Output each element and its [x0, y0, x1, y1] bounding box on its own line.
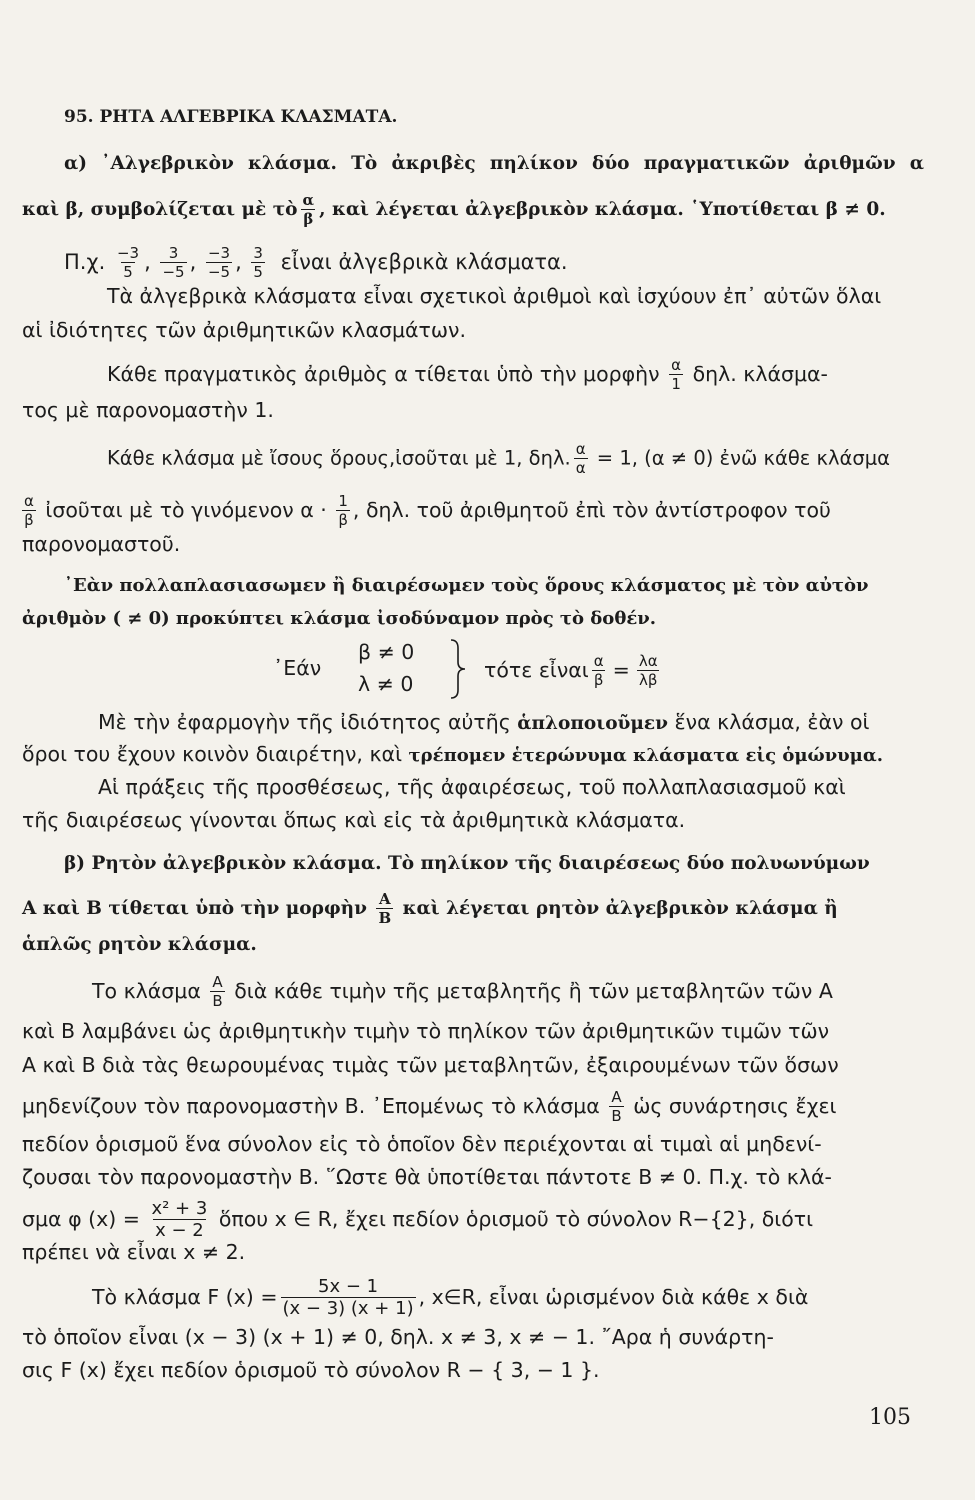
para6-line-8: πρέπει νὰ εἶναι x ≠ 2.	[22, 1240, 246, 1264]
fraction-denominator: Β	[378, 909, 392, 927]
fraction-denominator: Β	[212, 992, 223, 1010]
fraction-denominator: 5	[253, 263, 263, 281]
para4-line-2	[22, 740, 883, 770]
fraction-numerator: 1	[338, 492, 348, 510]
para4-text-d: ὅροι του ἔχουν κοινὸν διαιρέτην, καὶ	[22, 742, 403, 766]
para3-line-1	[107, 442, 890, 476]
fraction-denominator: 1	[671, 375, 681, 393]
para5-line-1: Αἱ πράξεις τῆς προσθέσεως, τῆς ἀφαιρέσεως, τοῦ πολλαπλασιασμοῦ καὶ	[98, 775, 846, 799]
fraction-numerator: −3	[207, 244, 231, 262]
b-heading-line-2	[22, 892, 838, 926]
fraction-numerator: α	[302, 191, 315, 209]
para6-text-post-4: ὡς συνάρτησις ἔχει	[633, 1094, 837, 1118]
para3-line-3: παρονομαστοῦ.	[22, 532, 181, 556]
para6-line-1	[92, 975, 833, 1009]
fraction-numerator: 5x − 1	[318, 1276, 379, 1297]
a-heading-line-1: α) ᾿Αλγεβρικὸν κλάσμα. Τὸ ἀκριβὲς πηλίκον δύο πραγματικῶν ἀριθμῶν α	[64, 153, 924, 174]
fraction-numerator: −3	[116, 244, 140, 262]
para3-text-mid: ἰσοῦται μὲ τὸ γινόμενον α ·	[45, 498, 327, 522]
fraction-numerator: α	[24, 492, 34, 510]
fraction-numerator: α	[575, 440, 586, 458]
fraction-alpha-beta	[301, 193, 317, 227]
para6-line-3: Α καὶ Β διὰ τὰς θεωρουμένας τιμὰς τῶν μεταβλητῶν, ἐξαιρουμένων τῶν ὅσων	[22, 1053, 839, 1077]
fraction-alpha-beta-3	[592, 654, 606, 688]
para2-text-post: δηλ. κλάσμα-	[692, 362, 828, 386]
fraction-denominator: β	[303, 210, 314, 228]
example-label: Π.χ.	[64, 250, 106, 274]
fraction-A-B-2	[210, 975, 224, 1009]
condition-ean: ᾿Εάν	[273, 656, 322, 680]
fraction-numerator: Α	[378, 890, 391, 908]
fraction-denominator: (x − 3) (x + 1)	[282, 1298, 414, 1319]
fraction-denominator: β	[338, 511, 348, 529]
fraction-denominator: x − 2	[155, 1220, 204, 1241]
para6-line-6: ζουσαι τὸν παρονομαστὴν Β. ῞Ωστε θὰ ὑποτίθεται πάντοτε Β ≠ 0. Π.χ. τὸ κλά-	[22, 1165, 832, 1189]
para6-text-pre-7: σμα φ (x) =	[22, 1207, 140, 1231]
fraction-la-lb	[637, 654, 660, 688]
para2-line-2: τος μὲ παρονομαστὴν 1.	[22, 398, 274, 422]
para3-text-pre: Κάθε κλάσμα μὲ ἴσους ὅρους,ἰσοῦται μὲ 1, δηλ.	[107, 446, 571, 470]
fraction-denominator: −5	[207, 263, 231, 281]
condition-2: λ ≠ 0	[358, 672, 414, 696]
para4-bold-convert: τρέπομεν ἑτερώνυμα κλάσματα εἰς ὁμώνυμα.	[408, 745, 883, 766]
fraction-numerator: α	[671, 356, 682, 374]
bold-para-line-1: ᾿Εὰν πολλαπλασιασωμεν ἢ διαιρέσωμεν τοὺς ὅρους κλάσματος μὲ τὸν αὐτὸν	[64, 575, 869, 596]
example-fraction-1	[115, 246, 141, 280]
para7-line-3: σις F (x) ἔχει πεδίον ὁρισμοῦ τὸ σύνολον R − { 3, − 1 }.	[22, 1358, 600, 1382]
para6-line-7	[22, 1200, 813, 1240]
para4-text-c: ἕνα κλάσμα, ἐὰν οἱ	[674, 710, 870, 734]
fraction-A-B-3	[609, 1090, 623, 1124]
b-heading-pre: Α καὶ Β τίθεται ὑπὸ τὴν μορφὴν	[22, 898, 367, 919]
b-heading-post: καὶ λέγεται ρητὸν ἀλγεβρικὸν κλάσμα ἢ	[402, 898, 838, 919]
para6-text-pre-4: μηδενίζουν τὸν παρονομαστὴν Β. ᾿Επομένως τὸ κλάσμα	[22, 1094, 600, 1118]
para7-line-1	[92, 1278, 808, 1318]
fraction-numerator: 3	[168, 244, 179, 262]
fraction-denominator: β	[593, 671, 604, 689]
para1-line-2: αἱ ἰδιότητες τῶν ἀριθμητικῶν κλασμάτων.	[22, 318, 466, 342]
fraction-numerator: 3	[253, 244, 263, 262]
fraction-numerator: α	[593, 652, 604, 670]
para4-line-1	[98, 708, 869, 738]
example-fraction-2	[160, 246, 186, 280]
fraction-A-B	[376, 892, 393, 926]
equals-sign: =	[612, 658, 630, 682]
fraction-alpha-one	[669, 358, 683, 392]
brace-icon	[448, 638, 468, 700]
para7-text-post: , x∈R, εἶναι ὡρισμένον διὰ κάθε x διὰ	[418, 1285, 809, 1309]
para6-text-pre: Το κλάσμα	[92, 979, 201, 1003]
fraction-numerator: Α	[611, 1088, 622, 1106]
b-heading-line-1: β) Ρητὸν ἀλγεβρικὸν κλάσμα. Τὸ πηλίκον τῆς διαιρέσεως δύο πολυωνύμων	[64, 853, 870, 874]
a-heading-line-2	[22, 193, 886, 227]
fraction-F	[281, 1278, 416, 1318]
para4-text-a: Μὲ τὴν ἐφαρμογὴν τῆς ἰδιότητος αὐτῆς	[98, 710, 511, 734]
fraction-denominator: −5	[162, 263, 185, 281]
example-fraction-3	[206, 246, 232, 280]
fraction-one-beta	[336, 494, 350, 528]
para6-text-post-7: ὅπου x ∈ R, ἔχει πεδίον ὁρισμοῦ τὸ σύνολον R−{2}, διότι	[218, 1207, 814, 1231]
fraction-denominator: λβ	[638, 671, 658, 689]
fraction-numerator: λα	[638, 652, 658, 670]
para3-line-2	[22, 494, 831, 528]
example-fraction-4	[251, 246, 265, 280]
para6-line-4	[22, 1090, 837, 1124]
page-number: 105	[869, 1405, 911, 1430]
b-heading-line-3: ἁπλῶς ρητὸν κλάσμα.	[22, 934, 257, 955]
para3-text-post-2: , δηλ. τοῦ ἀριθμητοῦ ἐπὶ τὸν ἀντίστροφον τοῦ	[352, 498, 831, 522]
a-heading-pre: καὶ β, συμβολίζεται μὲ τὸ	[22, 199, 298, 220]
condition-result	[484, 654, 663, 688]
para2-line-1	[107, 358, 828, 392]
condition-1: β ≠ 0	[358, 640, 415, 664]
para5-line-2: τῆς διαιρέσεως γίνονται ὅπως καὶ εἰς τὰ ἀριθμητικὰ κλάσματα.	[22, 808, 686, 832]
para7-text-pre: Τὸ κλάσμα F (x) =	[92, 1285, 278, 1309]
fraction-numerator: Α	[212, 973, 223, 991]
fraction-denominator: α	[575, 459, 586, 477]
fraction-numerator: x² + 3	[151, 1198, 208, 1219]
para4-bold-simplify: ἁπλοποιοῦμεν	[517, 713, 669, 734]
fraction-phi	[149, 1200, 209, 1240]
para2-text-pre: Κάθε πραγματικὸς ἀριθμὸς α τίθεται ὑπὸ τὴν μορφὴν	[107, 362, 660, 386]
fraction-alpha-beta-2	[22, 494, 36, 528]
condition-tote: τότε εἶναι	[484, 658, 589, 682]
fraction-denominator: β	[24, 511, 34, 529]
fraction-denominator: 5	[123, 263, 133, 281]
section-title: 95. ΡΗΤΑ ΑΛΓΕΒΡΙΚΑ ΚΛΑΣΜΑΤΑ.	[64, 107, 398, 127]
para7-line-2: τὸ ὁποῖον εἶναι (x − 3) (x + 1) ≠ 0, δηλ. x ≠ 3, x ≠ − 1. ῎Αρα ἡ συνάρτη-	[22, 1325, 774, 1349]
para6-text-post: διὰ κάθε τιμὴν τῆς μεταβλητῆς ἢ τῶν μεταβλητῶν τῶν Α	[234, 979, 833, 1003]
para3-text-post: = 1, (α ≠ 0) ἐνῶ κάθε κλάσμα	[596, 446, 891, 470]
fraction-alpha-alpha	[574, 442, 588, 476]
example-text: εἶναι ἀλγεβρικὰ κλάσματα.	[280, 250, 568, 274]
bold-para-line-2: ἀριθμὸν ( ≠ 0) προκύπτει κλάσμα ἰσοδύναμον πρὸς τὸ δοθέν.	[22, 608, 657, 629]
para6-line-5: πεδίον ὁρισμοῦ ἕνα σύνολον εἰς τὸ ὁποῖον δὲν περιέχονται αἱ τιμαὶ αἱ μηδενί-	[22, 1132, 822, 1156]
example-line: Π.χ. $\frac{-3}{5}$ , $\frac{3}{-5}$ , $\frac{-3}{-5}$ , $\frac{3}{5}$ εἶναι ἀλγεβρικὰ κλάσματα.	[64, 244, 568, 281]
para6-line-2: καὶ Β λαμβάνει ὡς ἀριθμητικὴν τιμὴν τὸ πηλίκον τῶν ἀριθμητικῶν τιμῶν τῶν	[22, 1019, 830, 1043]
fraction-denominator: Β	[611, 1107, 622, 1125]
para1-line-1: Τὰ ἀλγεβρικὰ κλάσματα εἶναι σχετικοὶ ἀριθμοὶ καὶ ἰσχύουν ἐπ᾿ αὐτῶν ὅλαι	[107, 284, 882, 308]
a-heading-post: , καὶ λέγεται ἀλγεβρικὸν κλάσμα. ῾Υποτίθεται β ≠ 0.	[319, 199, 886, 220]
